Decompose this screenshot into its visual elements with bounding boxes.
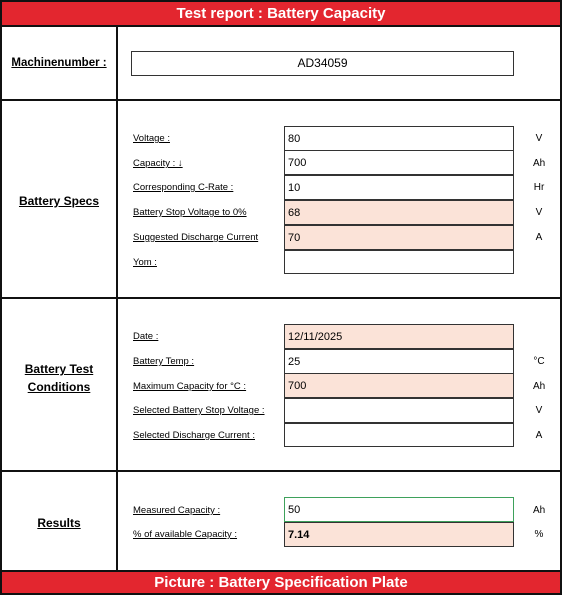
max-capacity-field[interactable]: 700	[284, 373, 514, 398]
voltage-unit: V	[535, 133, 543, 144]
date-field[interactable]: 12/11/2025	[284, 324, 514, 349]
capacity-field[interactable]: 700	[284, 150, 514, 175]
selected-stop-voltage-field[interactable]	[284, 398, 514, 423]
voltage-field[interactable]: 80	[284, 126, 514, 151]
yom-field[interactable]	[284, 250, 514, 274]
max-capacity-unit: Ah	[533, 381, 546, 392]
measured-capacity-label: Measured Capacity :	[133, 505, 221, 516]
selected-stop-voltage-label: Selected Battery Stop Voltage :	[133, 405, 265, 416]
stop-voltage-field[interactable]: 68	[284, 200, 514, 225]
measured-capacity-unit: Ah	[533, 505, 546, 516]
max-capacity-label: Maximum Capacity for °C :	[133, 381, 247, 392]
results-heading: Results	[37, 516, 81, 530]
report-title: Test report : Battery Capacity	[0, 0, 562, 27]
suggested-current-unit: A	[535, 232, 543, 243]
c-rate-unit: Hr	[533, 182, 545, 193]
selected-current-label: Selected Discharge Current :	[133, 430, 255, 441]
selected-current-field[interactable]	[284, 423, 514, 447]
picture-section-title: Picture : Battery Specification Plate	[0, 570, 562, 595]
available-capacity-unit: %	[534, 529, 544, 540]
date-label: Date :	[133, 331, 159, 342]
available-capacity-label: % of available Capacity :	[133, 529, 238, 540]
grid-line	[0, 470, 562, 472]
grid-line	[0, 297, 562, 299]
machine-number-label: Machinenumber :	[11, 57, 107, 69]
capacity-unit: Ah	[533, 158, 546, 169]
c-rate-label: Corresponding C-Rate :	[133, 182, 234, 193]
measured-capacity-field[interactable]: 50	[284, 497, 514, 522]
grid-line	[0, 99, 562, 101]
c-rate-field[interactable]: 10	[284, 175, 514, 200]
capacity-label: Capacity : ↓	[133, 158, 183, 169]
stop-voltage-label: Battery Stop Voltage to 0%	[133, 207, 247, 218]
selected-stop-voltage-unit: V	[535, 405, 543, 416]
battery-specs-heading: Battery Specs	[18, 194, 100, 208]
suggested-current-label: Suggested Discharge Current	[133, 232, 259, 243]
machine-number-field[interactable]: AD34059	[131, 51, 514, 76]
battery-temp-unit: °C	[533, 356, 545, 367]
available-capacity-field[interactable]: 7.14	[284, 522, 514, 547]
voltage-label: Voltage :	[133, 133, 170, 144]
battery-temp-field[interactable]: 25	[284, 349, 514, 374]
selected-current-unit: A	[535, 430, 543, 441]
suggested-current-field[interactable]: 70	[284, 225, 514, 250]
test-conditions-heading-line2: Conditions	[27, 380, 91, 394]
test-conditions-heading-line1: Battery Test	[24, 362, 94, 376]
battery-temp-label: Battery Temp :	[133, 356, 195, 367]
yom-label: Yom :	[133, 257, 157, 268]
stop-voltage-unit: V	[535, 207, 543, 218]
